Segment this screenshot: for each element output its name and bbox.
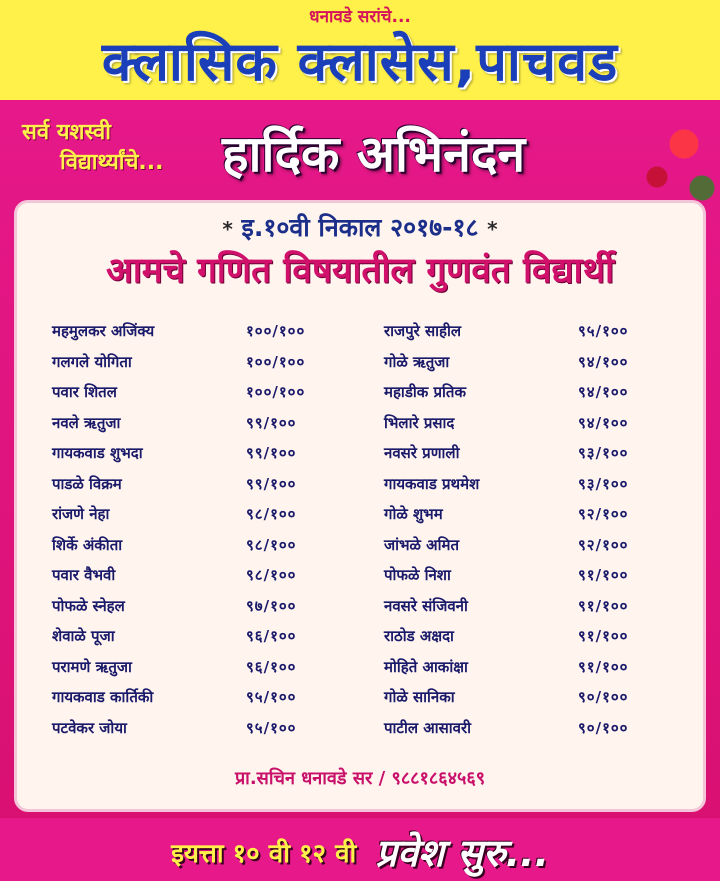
student-score: ९५/१०० xyxy=(246,718,297,737)
student-name: गोळे सानिका xyxy=(384,688,455,707)
student-score: ९९/१०० xyxy=(246,413,297,432)
student-score: ९५/१०० xyxy=(578,322,629,341)
student-name: महाडीक प्रतिक xyxy=(384,383,466,402)
student-row xyxy=(384,377,674,408)
student-name: पटवेकर जोया xyxy=(52,718,127,737)
teacher-contact: प्रा.सचिन धनावडे सर / ९८८१८६४५६९ xyxy=(234,768,486,789)
student-score: ९९/१०० xyxy=(246,444,297,463)
student-name: पवार वैभवी xyxy=(52,566,116,585)
student-name: गलगले योगिता xyxy=(52,352,132,371)
student-score: ९६/१०० xyxy=(246,627,297,646)
student-score: १००/१०० xyxy=(246,352,306,371)
student-name: नवसरे प्रणाली xyxy=(384,444,460,463)
congrats-caption xyxy=(22,118,163,178)
student-name: पवार शितल xyxy=(52,383,117,402)
student-score: ९३/१०० xyxy=(578,474,629,493)
student-score: १००/१०० xyxy=(246,322,306,341)
student-name: पोफळे निशा xyxy=(384,566,451,585)
student-name: राठोड अक्षदा xyxy=(384,627,454,646)
student-row xyxy=(52,682,342,713)
student-list-right xyxy=(384,316,674,743)
student-name: गोळे ऋतुजा xyxy=(384,352,450,371)
student-name: मोहिते आकांक्षा xyxy=(384,657,468,676)
student-row xyxy=(384,560,674,591)
student-name: भिलारे प्रसाद xyxy=(384,413,455,432)
student-row xyxy=(384,347,674,378)
student-name: गायकवाड कार्तिकी xyxy=(52,688,154,707)
star-icon: * xyxy=(222,217,233,241)
brand-title: क्लासिक क्लासेस,पाचवड xyxy=(101,30,619,93)
student-score: ९८/१०० xyxy=(246,535,297,554)
result-year-text: इ.१०वी निकाल २०१७-१८ xyxy=(241,213,479,242)
student-name: महमुलकर अजिंक्य xyxy=(52,322,155,341)
student-name: जांभळे अमित xyxy=(384,535,460,554)
student-score: ९०/१०० xyxy=(578,688,629,707)
student-name: रांजणे नेहा xyxy=(52,505,110,524)
student-score: ९१/१०० xyxy=(578,657,629,676)
student-row xyxy=(384,438,674,469)
student-row xyxy=(384,469,674,500)
standards-text: इयत्ता १० वी १२ वी xyxy=(171,839,357,869)
student-score: ९४/१०० xyxy=(578,383,629,402)
result-year-title xyxy=(0,210,720,244)
student-score: ९३/१०० xyxy=(578,444,629,463)
student-row xyxy=(52,621,342,652)
student-name: नवले ऋतुजा xyxy=(52,413,121,432)
student-row xyxy=(52,499,342,530)
student-name: परामणे ऋतुजा xyxy=(52,657,132,676)
student-name: राजपुरे साहील xyxy=(384,322,462,341)
student-score: ९१/१०० xyxy=(578,566,629,585)
student-row xyxy=(52,438,342,469)
student-name: शिर्के अंकीता xyxy=(52,535,123,554)
student-name: गायकवाड शुभदा xyxy=(52,444,143,463)
student-row xyxy=(52,469,342,500)
congrats-line-2: विद्यार्थ्यांचे... xyxy=(60,150,164,175)
student-score: ९२/१०० xyxy=(578,535,629,554)
student-row xyxy=(384,652,674,683)
student-row xyxy=(52,591,342,622)
admission-open-text: प्रवेश सुरु... xyxy=(375,831,549,875)
student-row xyxy=(52,652,342,683)
student-name: पाडळे विक्रम xyxy=(52,474,122,493)
congrats-line-1: सर्व यशस्वी xyxy=(22,120,111,145)
student-score: ९६/१०० xyxy=(246,657,297,676)
student-row xyxy=(384,408,674,439)
admission-banner xyxy=(0,826,720,878)
student-row xyxy=(384,682,674,713)
student-score: ९५/१०० xyxy=(246,688,297,707)
student-score: ९८/१०० xyxy=(246,505,297,524)
student-list-left xyxy=(52,316,342,743)
student-row xyxy=(384,621,674,652)
student-row xyxy=(384,499,674,530)
student-name: शेवाळे पूजा xyxy=(52,627,115,646)
student-row xyxy=(52,316,342,347)
student-row xyxy=(52,377,342,408)
student-score: ९७/१०० xyxy=(246,596,297,615)
student-score: ९४/१०० xyxy=(578,413,629,432)
student-score: ९०/१०० xyxy=(578,718,629,737)
student-name: गायकवाड प्रथमेश xyxy=(384,474,480,493)
student-score: १००/१०० xyxy=(246,383,306,402)
presenter-text: धनावडे सरांचे... xyxy=(309,7,411,27)
student-name: पाटील आसावरी xyxy=(384,718,471,737)
student-row xyxy=(384,713,674,744)
congrats-heading: हार्दिक अभिनंदन xyxy=(222,125,526,183)
student-name: नवसरे संजिवनी xyxy=(384,596,468,615)
student-score: ९२/१०० xyxy=(578,505,629,524)
student-score: ९१/१०० xyxy=(578,627,629,646)
student-score: ९९/१०० xyxy=(246,474,297,493)
student-row xyxy=(384,316,674,347)
student-row xyxy=(52,560,342,591)
student-name: गोळे शुभम xyxy=(384,505,443,524)
results-subtitle: आमचे गणित विषयातील गुणवंत विद्यार्थी xyxy=(105,251,615,291)
student-row xyxy=(52,713,342,744)
student-row xyxy=(52,408,342,439)
student-row xyxy=(384,591,674,622)
flower-decoration xyxy=(630,100,720,210)
student-row xyxy=(384,530,674,561)
student-row xyxy=(52,530,342,561)
student-row xyxy=(52,347,342,378)
student-score: ९१/१०० xyxy=(578,596,629,615)
student-score: ९८/१०० xyxy=(246,566,297,585)
student-score: ९४/१०० xyxy=(578,352,629,371)
star-icon: * xyxy=(487,217,498,241)
student-name: पोफळे स्नेहल xyxy=(52,596,125,615)
